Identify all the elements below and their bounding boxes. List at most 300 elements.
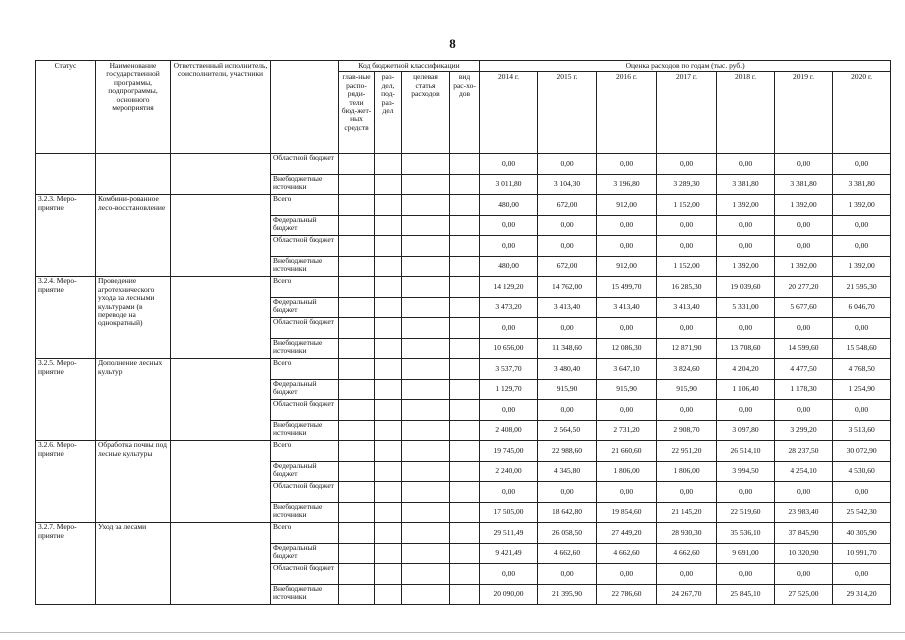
amount-cell: 19 854,60: [597, 502, 657, 523]
amount-cell: 2 240,00: [480, 461, 538, 482]
budget-code-cell: [339, 502, 375, 523]
budget-code-cell: [450, 359, 480, 380]
status-cell: [36, 154, 96, 195]
amount-cell: 3 097,80: [717, 420, 775, 441]
header-status: Статус: [36, 61, 96, 154]
executor-cell: [171, 523, 271, 605]
amount-cell: 2 731,20: [597, 420, 657, 441]
amount-cell: 6 046,70: [833, 297, 891, 318]
budget-code-cell: [450, 318, 480, 339]
budget-code-cell: [450, 482, 480, 503]
amount-cell: 10 656,00: [480, 338, 538, 359]
amount-cell: 1 806,00: [597, 461, 657, 482]
amount-cell: 1 152,00: [657, 256, 717, 277]
budget-code-cell: [402, 174, 450, 195]
budget-table: [35, 60, 891, 605]
amount-cell: 0,00: [775, 482, 833, 503]
amount-cell: 18 642,80: [538, 502, 597, 523]
budget-code-cell: [450, 461, 480, 482]
amount-cell: 3 513,60: [833, 420, 891, 441]
amount-cell: 912,00: [597, 195, 657, 216]
funding-source-cell: Внебюджетные источники: [271, 174, 339, 195]
header-code-col: вид рас-хо-дов: [450, 72, 480, 154]
amount-cell: 0,00: [717, 482, 775, 503]
amount-cell: 0,00: [717, 215, 775, 236]
amount-cell: 0,00: [657, 400, 717, 421]
budget-code-cell: [402, 215, 450, 236]
amount-cell: 1 178,30: [775, 379, 833, 400]
amount-cell: 0,00: [480, 215, 538, 236]
amount-cell: 26 514,10: [717, 441, 775, 462]
budget-code-cell: [402, 441, 450, 462]
program-name-cell: Проведение агротехнического ухода за лесными культурами (в переводе на однократный): [96, 277, 171, 359]
funding-source-cell: Всего: [271, 277, 339, 298]
budget-code-cell: [450, 277, 480, 298]
budget-code-cell: [339, 564, 375, 585]
amount-cell: 3 104,30: [538, 174, 597, 195]
amount-cell: 3 480,40: [538, 359, 597, 380]
funding-source-cell: Всего: [271, 523, 339, 544]
header-estimate: Оценка расходов по годам (тыс. руб.): [480, 61, 891, 72]
amount-cell: 0,00: [597, 482, 657, 503]
amount-cell: 19 039,60: [717, 277, 775, 298]
amount-cell: 3 011,80: [480, 174, 538, 195]
budget-code-cell: [375, 174, 402, 195]
amount-cell: 1 106,40: [717, 379, 775, 400]
amount-cell: 672,00: [538, 195, 597, 216]
amount-cell: 4 662,60: [597, 543, 657, 564]
amount-cell: 21 595,30: [833, 277, 891, 298]
budget-code-cell: [450, 584, 480, 605]
amount-cell: 15 548,60: [833, 338, 891, 359]
budget-code-cell: [450, 338, 480, 359]
status-cell: 3.2.7. Меро-приятие: [36, 523, 96, 605]
budget-code-cell: [339, 523, 375, 544]
amount-cell: 0,00: [657, 482, 717, 503]
budget-code-cell: [375, 564, 402, 585]
amount-cell: 1 806,00: [657, 461, 717, 482]
amount-cell: 14 129,20: [480, 277, 538, 298]
amount-cell: 0,00: [480, 482, 538, 503]
amount-cell: 27 449,20: [597, 523, 657, 544]
program-name-cell: Дополнение лесных культур: [96, 359, 171, 441]
amount-cell: 0,00: [480, 564, 538, 585]
budget-code-cell: [339, 400, 375, 421]
amount-cell: 28 930,30: [657, 523, 717, 544]
header-code-col: раз-дел, под-раз-дел: [375, 72, 402, 154]
budget-code-cell: [402, 543, 450, 564]
budget-code-cell: [402, 379, 450, 400]
header-year: 2015 г.: [538, 72, 597, 154]
amount-cell: 0,00: [833, 236, 891, 257]
amount-cell: 16 285,30: [657, 277, 717, 298]
program-name-cell: Комбини-рованное лесо-восстановление: [96, 195, 171, 277]
amount-cell: 3 413,40: [538, 297, 597, 318]
amount-cell: 29 314,20: [833, 584, 891, 605]
amount-cell: 2 408,00: [480, 420, 538, 441]
amount-cell: 21 395,90: [538, 584, 597, 605]
amount-cell: 0,00: [717, 400, 775, 421]
funding-source-cell: Внебюджетные источники: [271, 256, 339, 277]
budget-code-cell: [339, 379, 375, 400]
header-year: 2020 г.: [833, 72, 891, 154]
amount-cell: 0,00: [833, 400, 891, 421]
amount-cell: 12 871,90: [657, 338, 717, 359]
budget-code-cell: [450, 256, 480, 277]
amount-cell: 27 525,00: [775, 584, 833, 605]
header-executor: Ответственный исполнитель, соисполнители, участники: [171, 61, 271, 154]
amount-cell: 1 392,00: [717, 256, 775, 277]
amount-cell: 3 381,80: [833, 174, 891, 195]
amount-cell: 0,00: [597, 154, 657, 175]
header-year: 2014 г.: [480, 72, 538, 154]
funding-source-cell: Федеральный бюджет: [271, 461, 339, 482]
amount-cell: 0,00: [657, 564, 717, 585]
amount-cell: 1 129,70: [480, 379, 538, 400]
budget-code-cell: [450, 400, 480, 421]
funding-source-cell: Внебюджетные источники: [271, 338, 339, 359]
budget-code-cell: [402, 482, 450, 503]
budget-code-cell: [450, 174, 480, 195]
amount-cell: 3 413,40: [597, 297, 657, 318]
amount-cell: 28 237,50: [775, 441, 833, 462]
amount-cell: 0,00: [833, 482, 891, 503]
funding-source-cell: Областной бюджет: [271, 318, 339, 339]
amount-cell: 10 320,90: [775, 543, 833, 564]
amount-cell: 0,00: [597, 236, 657, 257]
budget-code-cell: [339, 215, 375, 236]
amount-cell: 0,00: [833, 215, 891, 236]
amount-cell: 0,00: [480, 236, 538, 257]
budget-code-cell: [375, 277, 402, 298]
funding-source-cell: Областной бюджет: [271, 236, 339, 257]
funding-source-cell: Федеральный бюджет: [271, 543, 339, 564]
amount-cell: 0,00: [775, 236, 833, 257]
budget-code-cell: [339, 154, 375, 175]
amount-cell: 20 090,00: [480, 584, 538, 605]
budget-code-cell: [339, 359, 375, 380]
amount-cell: 11 348,60: [538, 338, 597, 359]
budget-code-cell: [375, 379, 402, 400]
executor-cell: [171, 195, 271, 277]
budget-code-cell: [375, 256, 402, 277]
amount-cell: 3 824,60: [657, 359, 717, 380]
amount-cell: 19 745,00: [480, 441, 538, 462]
budget-code-cell: [450, 195, 480, 216]
budget-code-cell: [402, 420, 450, 441]
table-row: [36, 523, 891, 544]
amount-cell: 0,00: [538, 564, 597, 585]
amount-cell: 2 908,70: [657, 420, 717, 441]
amount-cell: 0,00: [717, 318, 775, 339]
program-name-cell: Обработка почвы под лесные культуры: [96, 441, 171, 523]
budget-code-cell: [450, 564, 480, 585]
budget-code-cell: [402, 461, 450, 482]
amount-cell: 1 254,90: [833, 379, 891, 400]
funding-source-cell: Областной бюджет: [271, 482, 339, 503]
budget-code-cell: [402, 154, 450, 175]
amount-cell: 0,00: [597, 318, 657, 339]
budget-code-cell: [375, 297, 402, 318]
budget-code-cell: [450, 420, 480, 441]
amount-cell: 4 662,60: [657, 543, 717, 564]
amount-cell: 0,00: [775, 318, 833, 339]
amount-cell: 2 564,50: [538, 420, 597, 441]
budget-code-cell: [375, 338, 402, 359]
amount-cell: 35 536,10: [717, 523, 775, 544]
budget-code-cell: [402, 502, 450, 523]
executor-cell: [171, 441, 271, 523]
amount-cell: 15 499,70: [597, 277, 657, 298]
amount-cell: 0,00: [657, 318, 717, 339]
amount-cell: 9 421,49: [480, 543, 538, 564]
amount-cell: 14 599,60: [775, 338, 833, 359]
budget-code-cell: [375, 543, 402, 564]
amount-cell: 37 845,90: [775, 523, 833, 544]
amount-cell: 3 299,20: [775, 420, 833, 441]
budget-code-cell: [339, 441, 375, 462]
budget-code-cell: [339, 256, 375, 277]
budget-code-cell: [375, 502, 402, 523]
header-program-name: Наименование государственной программы, подпрограммы, основного мероприятия: [96, 61, 171, 154]
funding-source-cell: Внебюджетные источники: [271, 420, 339, 441]
status-cell: 3.2.3. Меро-приятие: [36, 195, 96, 277]
amount-cell: 4 530,60: [833, 461, 891, 482]
budget-code-cell: [339, 236, 375, 257]
amount-cell: 26 058,50: [538, 523, 597, 544]
amount-cell: 0,00: [538, 154, 597, 175]
budget-code-cell: [375, 420, 402, 441]
amount-cell: 10 991,70: [833, 543, 891, 564]
budget-code-cell: [450, 379, 480, 400]
amount-cell: 0,00: [538, 482, 597, 503]
amount-cell: 912,00: [597, 256, 657, 277]
amount-cell: 0,00: [538, 400, 597, 421]
funding-source-cell: Всего: [271, 441, 339, 462]
budget-code-cell: [375, 318, 402, 339]
amount-cell: 21 660,60: [597, 441, 657, 462]
amount-cell: 0,00: [775, 154, 833, 175]
amount-cell: 3 381,80: [775, 174, 833, 195]
amount-cell: 0,00: [717, 154, 775, 175]
budget-code-cell: [450, 215, 480, 236]
status-cell: 3.2.5. Меро-приятие: [36, 359, 96, 441]
amount-cell: 29 511,49: [480, 523, 538, 544]
budget-code-cell: [375, 461, 402, 482]
amount-cell: 22 519,60: [717, 502, 775, 523]
budget-code-cell: [375, 215, 402, 236]
amount-cell: 0,00: [538, 215, 597, 236]
amount-cell: 9 691,00: [717, 543, 775, 564]
page-number: 8: [449, 36, 456, 51]
executor-cell: [171, 359, 271, 441]
program-name-cell: [96, 154, 171, 195]
header-year: 2017 г.: [657, 72, 717, 154]
amount-cell: 0,00: [597, 400, 657, 421]
amount-cell: 25 845,10: [717, 584, 775, 605]
amount-cell: 1 392,00: [833, 256, 891, 277]
amount-cell: 3 994,50: [717, 461, 775, 482]
budget-code-cell: [402, 400, 450, 421]
funding-source-cell: Областной бюджет: [271, 400, 339, 421]
amount-cell: 1 152,00: [657, 195, 717, 216]
scan-edge: [0, 632, 905, 633]
amount-cell: 22 988,60: [538, 441, 597, 462]
table-body: [36, 154, 891, 605]
amount-cell: 13 708,60: [717, 338, 775, 359]
amount-cell: 0,00: [480, 400, 538, 421]
budget-code-cell: [375, 359, 402, 380]
header-code-col: глав-ные распо-ряди-тели бюд-жет-ных средств: [339, 72, 375, 154]
amount-cell: 1 392,00: [833, 195, 891, 216]
budget-code-cell: [375, 154, 402, 175]
header-source-blank: [271, 61, 339, 154]
budget-code-cell: [402, 256, 450, 277]
budget-code-cell: [339, 195, 375, 216]
budget-code-cell: [450, 154, 480, 175]
executor-cell: [171, 277, 271, 359]
budget-code-cell: [402, 564, 450, 585]
funding-source-cell: Областной бюджет: [271, 564, 339, 585]
budget-code-cell: [339, 543, 375, 564]
amount-cell: 0,00: [833, 318, 891, 339]
amount-cell: 672,00: [538, 256, 597, 277]
amount-cell: 1 392,00: [775, 256, 833, 277]
amount-cell: 4 204,20: [717, 359, 775, 380]
budget-code-cell: [339, 174, 375, 195]
amount-cell: 30 072,90: [833, 441, 891, 462]
header-year: 2018 г.: [717, 72, 775, 154]
amount-cell: 0,00: [833, 154, 891, 175]
amount-cell: 3 289,30: [657, 174, 717, 195]
budget-code-cell: [339, 277, 375, 298]
amount-cell: 0,00: [657, 215, 717, 236]
budget-code-cell: [402, 359, 450, 380]
amount-cell: 0,00: [775, 564, 833, 585]
table-row: [36, 441, 891, 462]
table-row: [36, 277, 891, 298]
budget-code-cell: [339, 338, 375, 359]
status-cell: 3.2.4. Меро-приятие: [36, 277, 96, 359]
funding-source-cell: Федеральный бюджет: [271, 379, 339, 400]
budget-code-cell: [375, 523, 402, 544]
budget-code-cell: [375, 236, 402, 257]
budget-code-cell: [339, 482, 375, 503]
amount-cell: 0,00: [538, 318, 597, 339]
budget-code-cell: [375, 195, 402, 216]
amount-cell: 0,00: [717, 236, 775, 257]
amount-cell: 17 505,00: [480, 502, 538, 523]
budget-code-cell: [402, 523, 450, 544]
budget-code-cell: [375, 584, 402, 605]
amount-cell: 0,00: [657, 154, 717, 175]
amount-cell: 915,90: [538, 379, 597, 400]
amount-cell: 12 086,30: [597, 338, 657, 359]
amount-cell: 0,00: [775, 400, 833, 421]
amount-cell: 0,00: [597, 564, 657, 585]
amount-cell: 0,00: [597, 215, 657, 236]
budget-code-cell: [402, 338, 450, 359]
header-year: 2016 г.: [597, 72, 657, 154]
amount-cell: 1 392,00: [775, 195, 833, 216]
budget-code-cell: [402, 236, 450, 257]
amount-cell: 4 345,80: [538, 461, 597, 482]
amount-cell: 21 145,20: [657, 502, 717, 523]
amount-cell: 22 786,60: [597, 584, 657, 605]
amount-cell: 915,90: [597, 379, 657, 400]
amount-cell: 3 473,20: [480, 297, 538, 318]
header-code-col: целевая статья расходов: [402, 72, 450, 154]
amount-cell: 0,00: [480, 154, 538, 175]
funding-source-cell: Внебюджетные источники: [271, 584, 339, 605]
amount-cell: 1 392,00: [717, 195, 775, 216]
funding-source-cell: Внебюджетные источники: [271, 502, 339, 523]
amount-cell: 40 305,90: [833, 523, 891, 544]
amount-cell: 0,00: [717, 564, 775, 585]
amount-cell: 4 477,50: [775, 359, 833, 380]
amount-cell: 3 196,80: [597, 174, 657, 195]
budget-code-cell: [402, 277, 450, 298]
table-header: [36, 61, 891, 154]
budget-code-cell: [402, 195, 450, 216]
status-cell: 3.2.6. Меро-приятие: [36, 441, 96, 523]
amount-cell: 3 413,40: [657, 297, 717, 318]
budget-code-cell: [375, 482, 402, 503]
amount-cell: 22 951,20: [657, 441, 717, 462]
budget-code-cell: [450, 441, 480, 462]
budget-code-cell: [450, 502, 480, 523]
funding-source-cell: Всего: [271, 195, 339, 216]
amount-cell: 4 662,60: [538, 543, 597, 564]
amount-cell: 5 677,60: [775, 297, 833, 318]
amount-cell: 0,00: [538, 236, 597, 257]
amount-cell: 5 331,00: [717, 297, 775, 318]
table-row: [36, 154, 891, 175]
amount-cell: 20 277,20: [775, 277, 833, 298]
budget-code-cell: [339, 318, 375, 339]
funding-source-cell: Федеральный бюджет: [271, 215, 339, 236]
header-year: 2019 г.: [775, 72, 833, 154]
budget-code-cell: [450, 297, 480, 318]
amount-cell: 14 762,00: [538, 277, 597, 298]
header-budget-code: Код бюджетной классификации: [339, 61, 480, 72]
amount-cell: 480,00: [480, 195, 538, 216]
budget-code-cell: [402, 584, 450, 605]
budget-code-cell: [339, 297, 375, 318]
amount-cell: 0,00: [833, 564, 891, 585]
amount-cell: 0,00: [775, 215, 833, 236]
budget-code-cell: [450, 523, 480, 544]
amount-cell: 0,00: [480, 318, 538, 339]
amount-cell: 23 983,40: [775, 502, 833, 523]
budget-code-cell: [402, 297, 450, 318]
amount-cell: 3 537,70: [480, 359, 538, 380]
budget-code-cell: [450, 236, 480, 257]
funding-source-cell: Всего: [271, 359, 339, 380]
amount-cell: 4 768,50: [833, 359, 891, 380]
budget-code-cell: [375, 400, 402, 421]
table-row: [36, 359, 891, 380]
funding-source-cell: Федеральный бюджет: [271, 297, 339, 318]
executor-cell: [171, 154, 271, 195]
amount-cell: 3 647,10: [597, 359, 657, 380]
budget-code-cell: [402, 318, 450, 339]
amount-cell: 480,00: [480, 256, 538, 277]
amount-cell: 24 267,70: [657, 584, 717, 605]
amount-cell: 0,00: [657, 236, 717, 257]
budget-code-cell: [450, 543, 480, 564]
budget-code-cell: [339, 420, 375, 441]
